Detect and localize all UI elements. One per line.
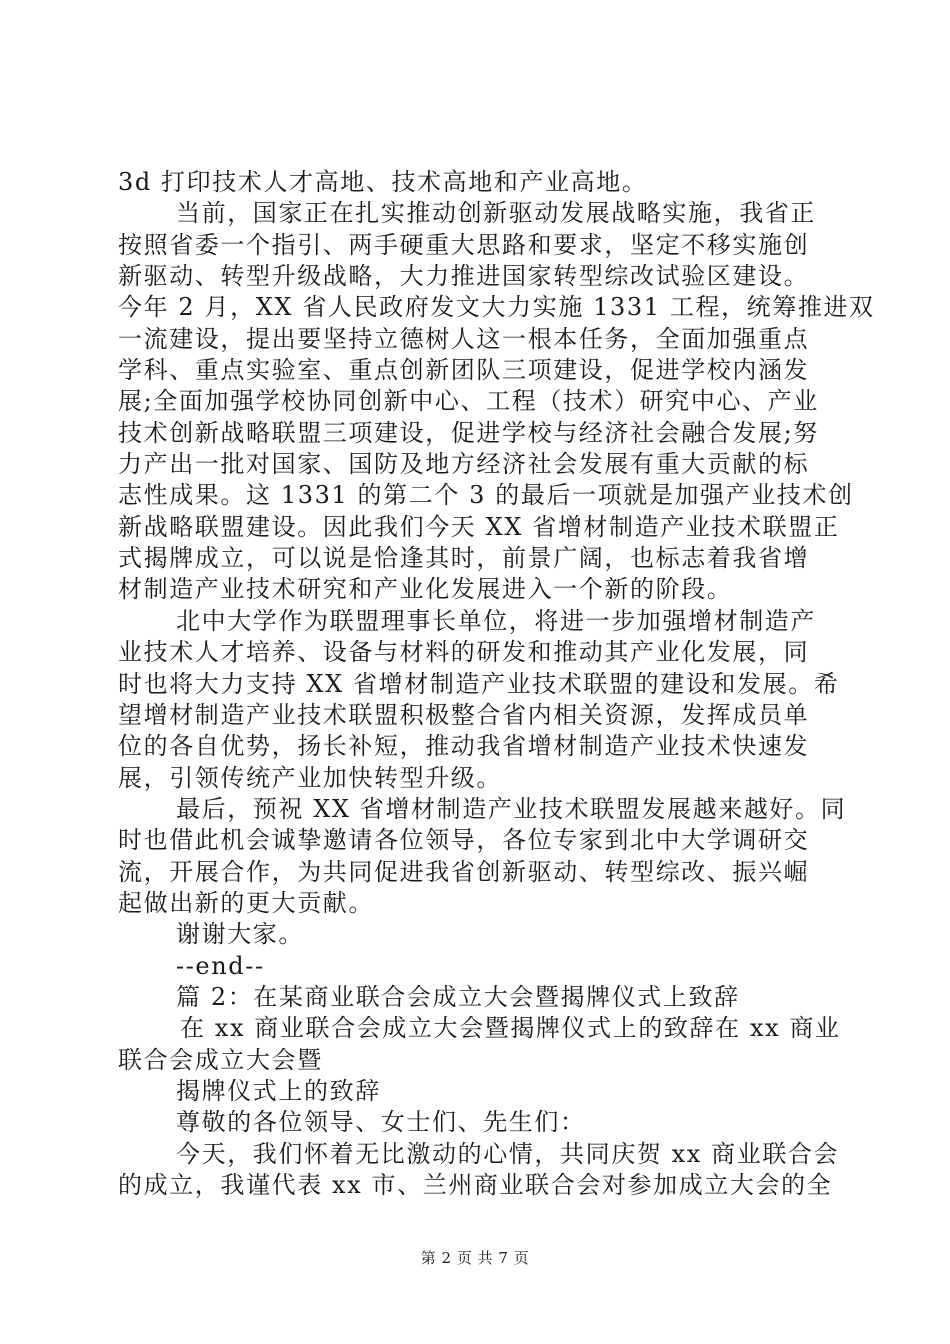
text-line: 新战略联盟建设。因此我们今天 XX 省增材制造产业技术联盟正 <box>118 513 840 541</box>
text-line: 在 xx 商业联合会成立大会暨揭牌仪式上的致辞在 xx 商业 <box>180 1014 841 1042</box>
text-line: 新驱动、转型升级战略，大力推进国家转型综改试验区建设。 <box>118 262 810 290</box>
text-line: 尊敬的各位领导、女士们、先生们： <box>176 1108 586 1136</box>
section-heading: 篇 2：在某商业联合会成立大会暨揭牌仪式上致辞 <box>176 983 740 1011</box>
text-line: 志性成果。这 1331 的第二个 3 的最后一项就是加强产业技术创 <box>118 481 854 509</box>
text-line: 今年 2 月，XX 省人民政府发文大力实施 1331 工程，统筹推进双 <box>118 293 875 321</box>
text-line: 3d 打印技术人才高地、技术高地和产业高地。 <box>118 168 648 196</box>
text-line: 技术创新战略联盟三项建设，促进学校与经济社会融合发展;努 <box>118 419 819 447</box>
text-line: 按照省委一个指引、两手硬重大思路和要求，坚定不移实施创 <box>118 231 810 259</box>
text-line: 业技术人才培养、设备与材料的研发和推动其产业化发展，同 <box>118 638 810 666</box>
text-line: 今天，我们怀着无比激动的心情，共同庆贺 xx 商业联合会 <box>176 1140 840 1168</box>
text-line: 北中大学作为联盟理事长单位，将进一步加强增材制造产 <box>176 607 816 635</box>
text-line: 时也借此机会诚挚邀请各位领导，各位专家到北中大学调研交 <box>118 826 810 854</box>
text-line: 位的各自优势，扬长补短，推动我省增材制造产业技术快速发 <box>118 732 810 760</box>
text-line: 起做出新的更大贡献。 <box>118 889 374 917</box>
page-number-footer: 第 2 页 共 7 页 <box>420 1249 530 1267</box>
text-line: 展，引领传统产业加快转型升级。 <box>118 764 502 792</box>
text-line: 的成立，我谨代表 xx 市、兰州商业联合会对参加成立大会的全 <box>118 1171 833 1199</box>
text-line: 望增材制造产业技术联盟积极整合省内相关资源，发挥成员单 <box>118 701 810 729</box>
text-line: 材制造产业技术研究和产业化发展进入一个新的阶段。 <box>118 575 733 603</box>
text-line: 一流建设，提出要坚持立德树人这一根本任务，全面加强重点 <box>118 325 810 353</box>
text-line: 流，开展合作，为共同促进我省创新驱动、转型综改、振兴崛 <box>118 858 810 886</box>
text-line: 式揭牌成立，可以说是恰逢其时，前景广阔，也标志着我省增 <box>118 544 810 572</box>
text-line: 揭牌仪式上的致辞 <box>176 1077 381 1105</box>
text-line: 力产出一批对国家、国防及地方经济社会发展有重大贡献的标 <box>118 450 810 478</box>
text-line: 联合会成立大会暨 <box>118 1046 323 1074</box>
text-line: 当前，国家正在扎实推动创新驱动发展战略实施，我省正 <box>176 199 816 227</box>
text-line: 时也将大力支持 XX 省增材制造产业技术联盟的建设和发展。希 <box>118 670 840 698</box>
text-line: 展;全面加强学校协同创新中心、工程（技术）研究中心、产业 <box>118 387 819 415</box>
text-line: 最后，预祝 XX 省增材制造产业技术联盟发展越来越好。同 <box>176 795 847 823</box>
text-line: 谢谢大家。 <box>176 920 304 948</box>
text-line: --end-- <box>176 952 265 980</box>
text-line: 学科、重点实验室、重点创新团队三项建设，促进学校内涵发 <box>118 356 810 384</box>
